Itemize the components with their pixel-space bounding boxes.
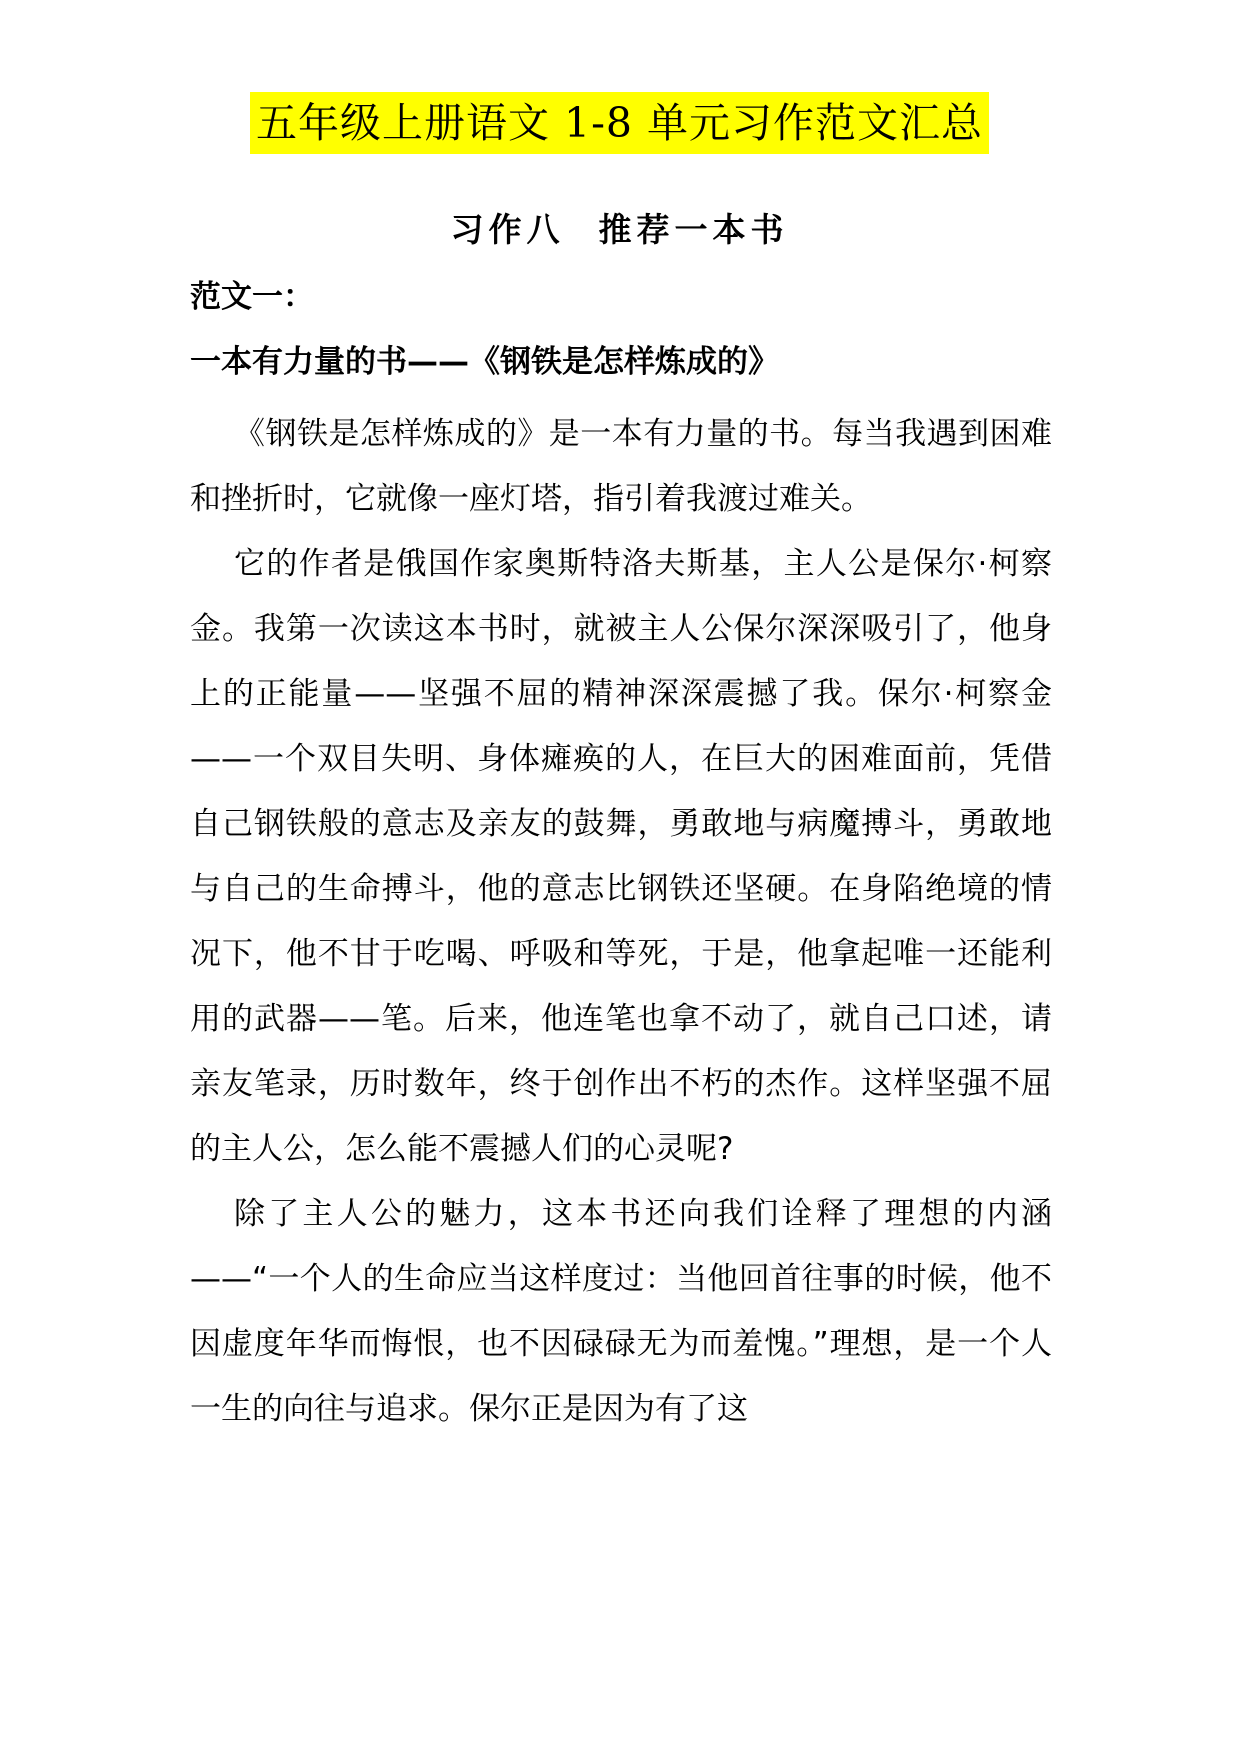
essay-body xyxy=(190,402,1052,1442)
paragraph-3: 除了主人公的魅力，这本书还向我们诠释了理想的内涵——“一个人的生命应当这样度过：当他回首往事的时候，他不因虚度年华而悔恨，也不因碌碌无为而羞愧。”理想，是一个人一生的向往与追求。保尔正是因为有了这 xyxy=(190,1196,1052,1427)
paragraph-2: 它的作者是俄国作家奥斯特洛夫斯基，主人公是保尔·柯察金。我第一次读这本书时，就被主人公保尔深深吸引了，他身上的正能量——坚强不屈的精神深深震撼了我。保尔·柯察金——一个双目失明、身体瘫痪的人，在巨大的困难面前，凭借自己钢铁般的意志及亲友的鼓舞，勇敢地与病魔搏斗，勇敢地与自己的生命搏斗，他的意志比钢铁还坚硬。在身陷绝境的情况下，他不甘于吃喝、呼吸和等死，于是，他拿起唯一还能利用的武器——笔。后来，他连笔也拿不动了，就自己口述，请亲友笔录，历时数年，终于创作出不朽的杰作。这样坚强不屈的主人公，怎么能不震撼人们的心灵呢? xyxy=(190,546,1052,1167)
section-title-part2: 推荐一本书 xyxy=(598,210,789,249)
sample-label: 范文一： xyxy=(190,279,314,315)
paragraph-1: 《钢铁是怎样炼成的》是一本有力量的书。每当我遇到困难和挫折时，它就像一座灯塔，指引着我渡过难关。 xyxy=(190,416,1052,517)
section-title xyxy=(0,205,1239,255)
section-title-part1: 习作八 xyxy=(450,210,565,249)
essay-title: 一本有力量的书——《钢铁是怎样炼成的》 xyxy=(190,344,779,380)
document-title-wrapper xyxy=(0,92,1239,154)
document-title: 五年级上册语文 1-8 单元习作范文汇总 xyxy=(250,92,989,154)
